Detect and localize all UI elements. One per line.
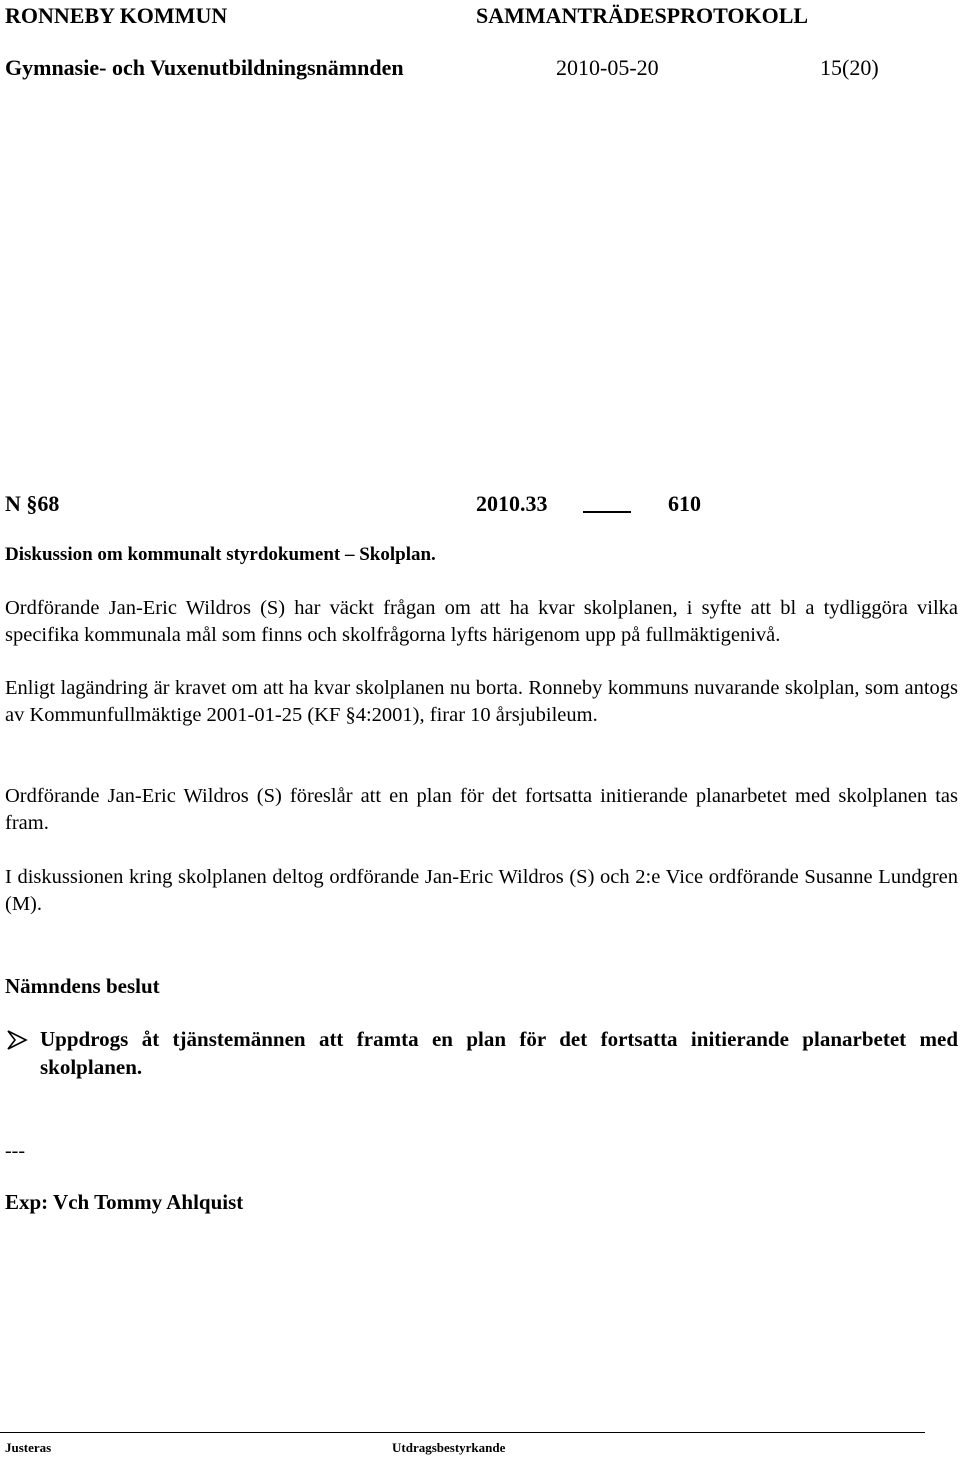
footer-rule [0,1432,925,1433]
decision-text: Uppdrogs åt tjänstemännen att framta en plan för det fortsatta initierande planarbetet med skolplanen. [40,1027,958,1079]
body-paragraph-4: I diskussionen kring skolplanen deltog ordförande Jan-Eric Wildros (S) och 2:e Vice ordförande Susanne Lundgren (M). [5,866,958,915]
meeting-date: 2010-05-20 [556,55,659,80]
item-title: Diskussion om kommunalt styrdokument – Skolplan. [5,544,436,565]
decision-heading: Nämndens beslut [5,974,160,998]
document-type: SAMMANTRÄDESPROTOKOLL [476,3,809,28]
organization-name: RONNEBY KOMMUN [5,3,228,28]
footer-justeras: Justeras [5,1440,52,1455]
arrow-bullet-icon [6,1029,28,1051]
footer-utdragsbestyrkande: Utdragsbestyrkande [392,1440,506,1455]
archive-code: 610 [668,491,701,516]
page-number: 15(20) [820,55,879,80]
body-paragraph-2: Enligt lagändring är kravet om att ha kvar skolplanen nu borta. Ronneby kommuns nuvarande skolplan, som antogs av Kommunfullmäktige 2001-01-25 (KF §4:2001), firar 10 årsjubileum. [5,677,958,726]
body-paragraph-3: Ordförande Jan-Eric Wildros (S) föreslår att en plan för det fortsatta initierande planarbetet med skolplanen tas fram. [5,785,958,834]
separator-dashes: --- [5,1140,25,1162]
case-number: 2010.33 [476,491,548,516]
dash-separator [583,511,631,513]
body-paragraph-1: Ordförande Jan-Eric Wildros (S) har väckt frågan om att ha kvar skolplanen, i syfte att bl a tydliggöra vilka specifika kommunala mål som finns och skolfrågorna lyfts härigenom upp på fullmäktigenivå. [5,597,958,646]
committee-name: Gymnasie- och Vuxenutbildningsnämnden [5,55,404,80]
expedition-line: Exp: Vch Tommy Ahlquist [5,1190,244,1214]
paragraph-number: N §68 [5,491,60,516]
